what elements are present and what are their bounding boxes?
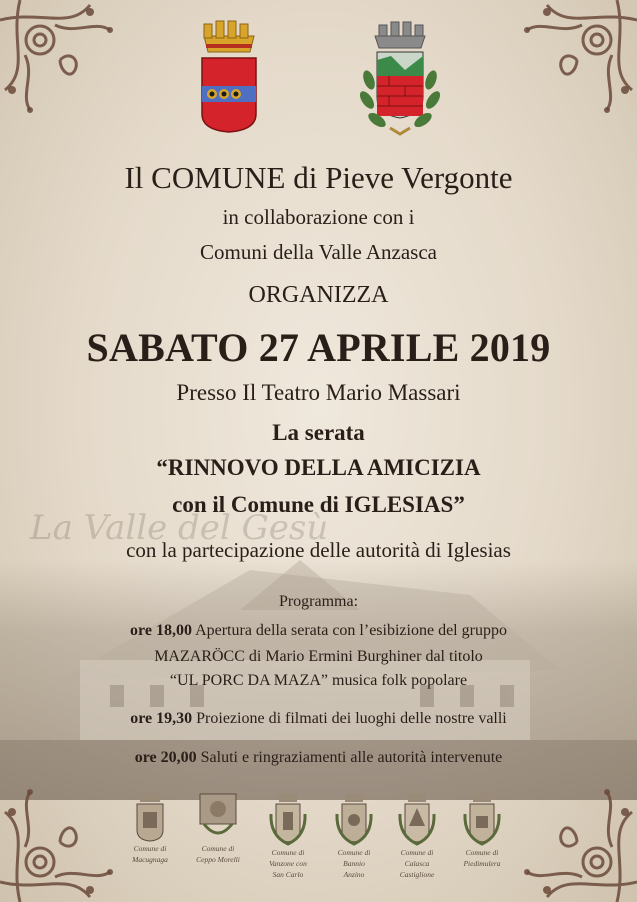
comune-label-line2: Ceppo Morelli	[196, 855, 240, 864]
comune-label-line2: Vanzone con	[269, 859, 307, 868]
program-time: ore 19,30	[130, 710, 193, 727]
calasca-crest-icon	[397, 792, 437, 846]
piedimulera-crest-icon	[462, 792, 502, 846]
comune-label-line1: Comune di	[337, 848, 371, 857]
comune-label-line1: Comune di	[465, 848, 499, 857]
event-name-line-1: “RINNOVO DELLA AMICIZIA	[156, 455, 481, 480]
program-text: Apertura della serata con l’esibizione del gruppo	[191, 622, 507, 639]
corner-ornament-top-left	[0, 0, 130, 130]
program-item	[0, 749, 637, 767]
program-item	[0, 622, 637, 640]
comune-crest-ceppo-morelli	[188, 792, 248, 864]
event-intro: La serata	[272, 420, 365, 445]
comune-crest-calasca	[387, 792, 447, 879]
comune-label-line3: Castiglione	[399, 870, 435, 879]
comune-crest-vanzone	[258, 792, 318, 879]
event-date: SABATO 27 APRILE 2019	[86, 325, 551, 370]
organizer-title: Il COMUNE di Pieve Vergonte	[124, 160, 513, 195]
program-text: MAZARÖCC di Mario Ermini Burghiner dal titolo	[154, 648, 483, 665]
collaboration-line-1: in collaborazione con i	[222, 205, 415, 229]
comuni-crests-row	[0, 792, 637, 892]
comune-label-line2: Piedimulera	[463, 859, 501, 868]
comune-label-line3: San Carlo	[272, 870, 304, 879]
program-text: Saluti e ringraziamenti alle autorità intervenute	[196, 749, 503, 766]
participation-line: con la partecipazione delle autorità di Iglesias	[126, 538, 511, 562]
comune-label-line1: Comune di	[133, 844, 167, 853]
comune-label-line2: Bannio	[343, 859, 365, 868]
comune-label-line2: Calasca	[404, 859, 430, 868]
program-heading: Programma:	[278, 593, 359, 610]
pieve-vergonte-crest-icon	[196, 18, 262, 136]
organizza-label: ORGANIZZA	[248, 282, 389, 308]
event-name-line-2: con il Comune di IGLESIAS”	[172, 492, 465, 517]
bannio-anzino-crest-icon	[334, 792, 374, 846]
comune-label-line3: Anzino	[343, 870, 365, 879]
comune-label-line2: Macugnaga	[132, 855, 168, 864]
photo-watermark: La Valle del Gesù	[30, 508, 329, 548]
comune-label-line1: Comune di	[271, 848, 305, 857]
corner-ornament-top-right	[507, 0, 637, 130]
program-time: ore 18,00	[130, 622, 192, 639]
comune-label-line1: Comune di	[201, 844, 235, 853]
valle-anzasca-crest-icon	[355, 20, 445, 148]
program-text: “UL PORC DA MAZA” musica folk popolare	[169, 672, 468, 689]
program-item	[0, 672, 637, 690]
comune-crest-bannio-anzino	[324, 792, 384, 879]
macugnaga-crest-icon	[133, 792, 167, 842]
program-item	[0, 648, 637, 666]
collaboration-line-2: Comuni della Valle Anzasca	[200, 240, 437, 264]
program-text: Proiezione di filmati dei luoghi delle nostre valli	[192, 710, 507, 727]
comune-crest-piedimulera	[452, 792, 512, 868]
comune-label-line1: Comune di	[400, 848, 434, 857]
vanzone-crest-icon	[268, 792, 308, 846]
program-time: ore 20,00	[134, 749, 197, 766]
venue: Presso Il Teatro Mario Massari	[176, 380, 461, 405]
comune-crest-macugnaga	[120, 792, 180, 864]
program-item	[0, 710, 637, 728]
ceppo-morelli-crest-icon	[196, 792, 240, 842]
